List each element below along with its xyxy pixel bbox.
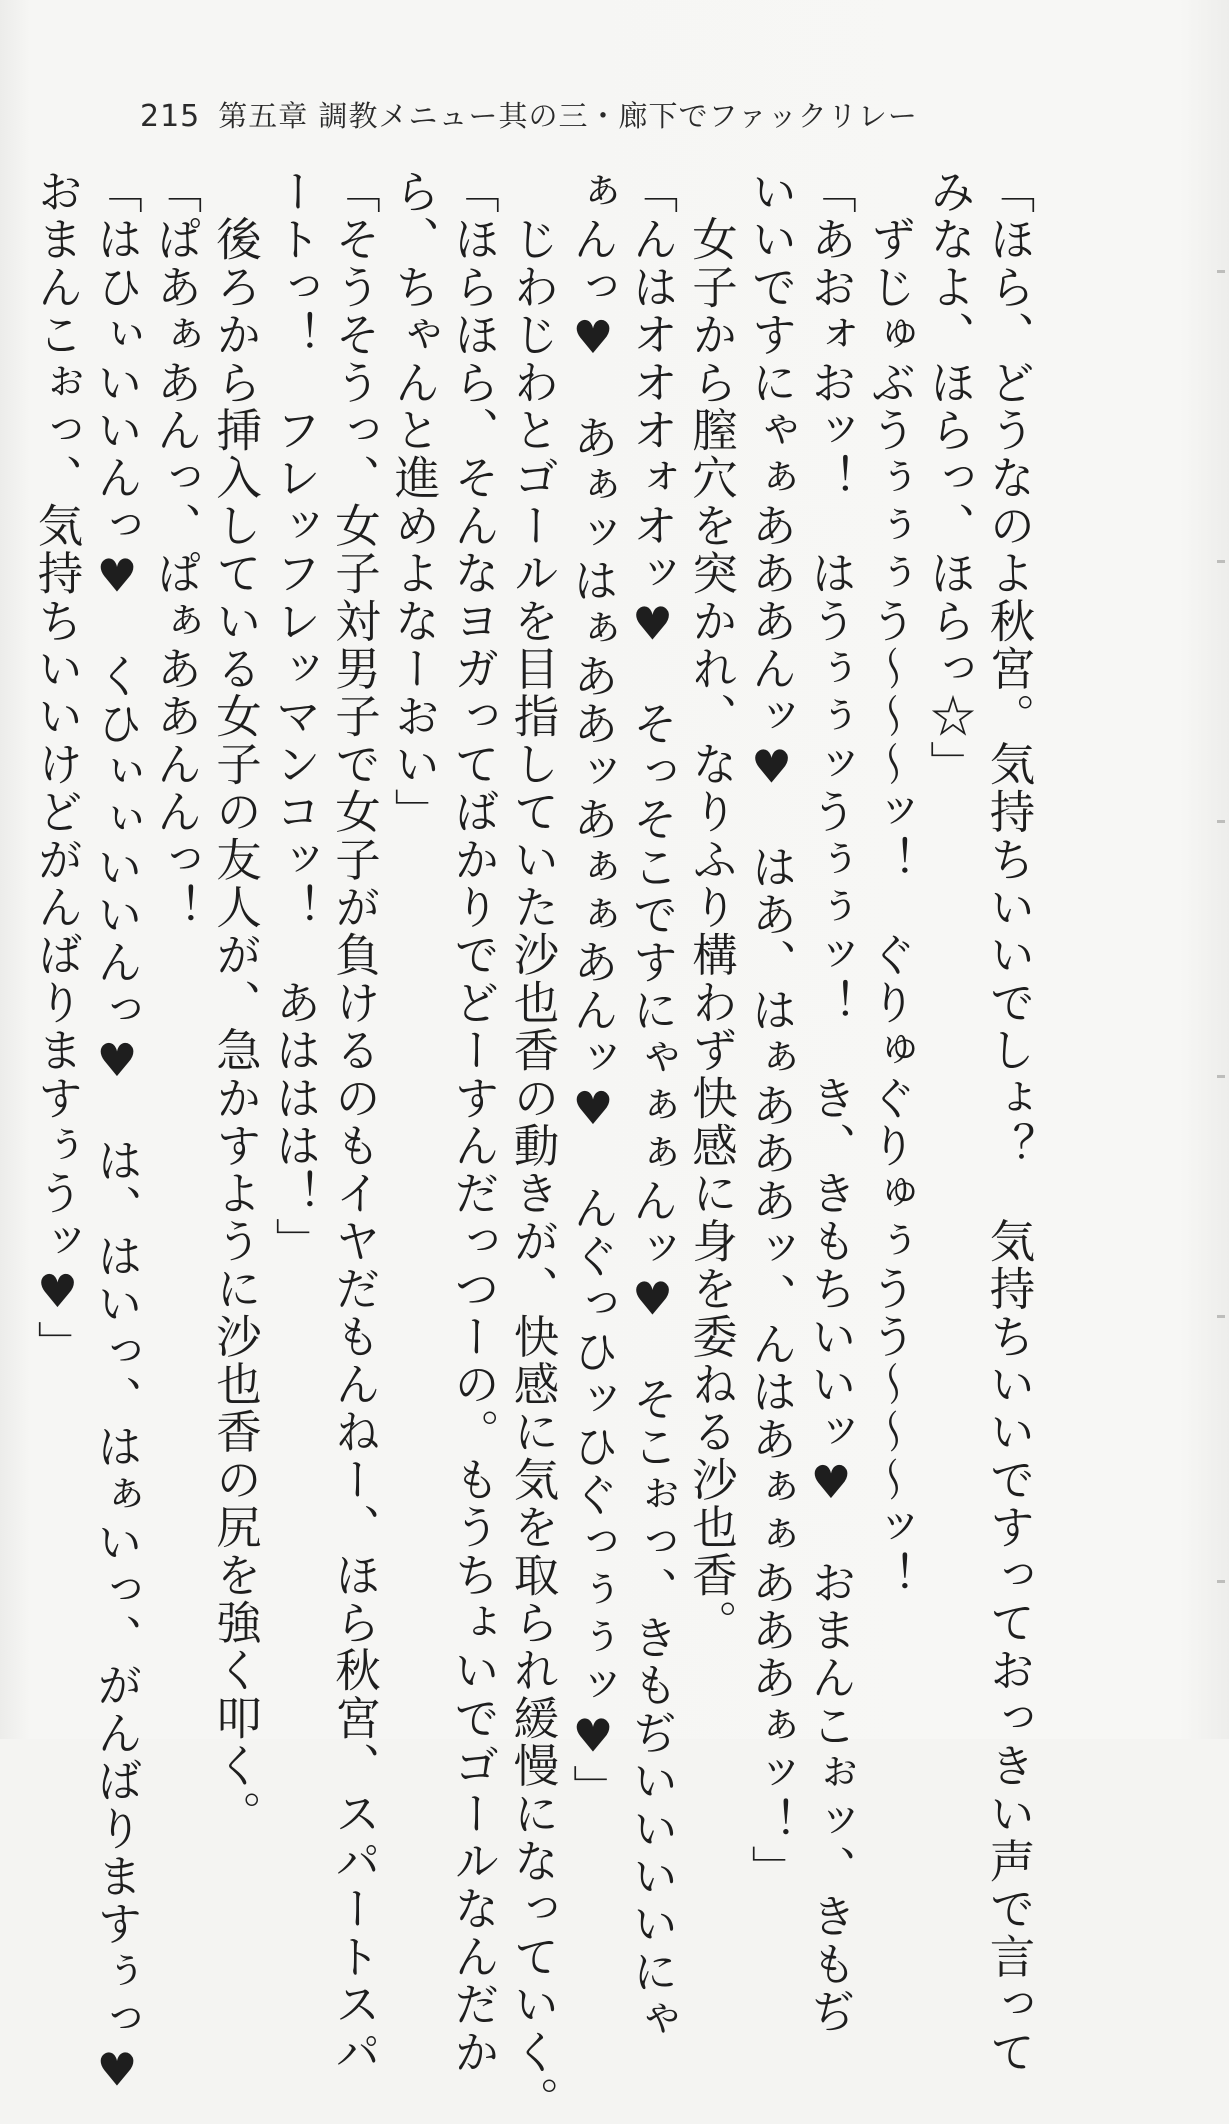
scan-edge-mark <box>1217 820 1225 823</box>
text-line: 「ほら、どうなのよ秋宮。気持ちいいでしょ？ 気持ちいいですっておっきい声で言って <box>983 168 1036 2076</box>
text-line: 「そうそうっ、女子対男子で女子が負けるのもイヤだもんねー、ほら秋宮、スパートスパ <box>328 168 382 2076</box>
scan-edge-mark <box>1217 560 1225 563</box>
text-line: ら、ちゃんと進めよなーおい」 <box>388 168 441 836</box>
scan-edge-mark <box>1217 270 1225 273</box>
text-line: 「はひぃいいんっ♥ くひぃぃいいんっ♥ は、はいっ、はぁいっ、がんばりますぅっ♥ <box>90 168 144 2099</box>
text-line: 女子から膣穴を突かれ、なりふり構わず快感に身を委ねる沙也香。 <box>685 168 739 1647</box>
text-line: 「あおォおッ！ はうぅぅッうぅぅッ！ き、きもちいいッ♥ おまんこぉッ、きもぢ <box>804 168 858 2036</box>
text-line: 後ろから挿入している女子の友人が、急かすように沙也香の尻を強く叩く。 <box>209 168 263 1838</box>
text-line: 「ぱあぁあんっ、ぱぁああんんっ！ <box>150 168 203 932</box>
page-number: 215 <box>140 99 201 134</box>
text-line: 「んはオオオォオッ♥ そっそこですにゃぁぁんッ♥ そこぉっ、きもぢいいいいにゃ <box>626 168 679 2044</box>
text-line: ずじゅぶうぅぅぅう〜〜〜ッ！ ぐりゅぐりゅぅうう〜〜〜ッ！ <box>864 168 917 1599</box>
scan-edge-mark <box>1217 1075 1225 1078</box>
text-line: いいですにゃぁあああんッ♥ はあ、はぁあああッ、んはあぁぁあああぁッ！」 <box>745 168 798 1893</box>
text-line: おまんこぉっ、気持ちいいけどがんばりますぅうッ♥」 <box>31 168 84 1368</box>
text-line: みなよ、ほらっ、ほらっ☆」 <box>923 168 977 789</box>
scan-edge-mark <box>1217 1580 1225 1583</box>
text-line: ぁんっ♥ あぁッはぁああッあぁぁあんッ♥ んぐっひッひぐっぅぅッ♥」 <box>566 168 620 1813</box>
text-line: 「ほらほら、そんなヨガってばかりでどーすんだっつーの。もうちょいでゴールなんだか <box>447 168 501 2076</box>
running-header <box>140 94 918 135</box>
vertical-body-text <box>28 168 1040 2124</box>
chapter-title: 第五章 調教メニュー其の三・廊下でファックリレー <box>218 99 918 133</box>
text-line: ートっ！ フレッフレッマンコッ！ あははは！」 <box>269 168 322 1266</box>
scan-edge-mark <box>1217 1315 1225 1318</box>
text-line: じわじわとゴールを目指していた沙也香の動きが、快感に気を取られ緩慢になっていく。 <box>507 168 560 2124</box>
